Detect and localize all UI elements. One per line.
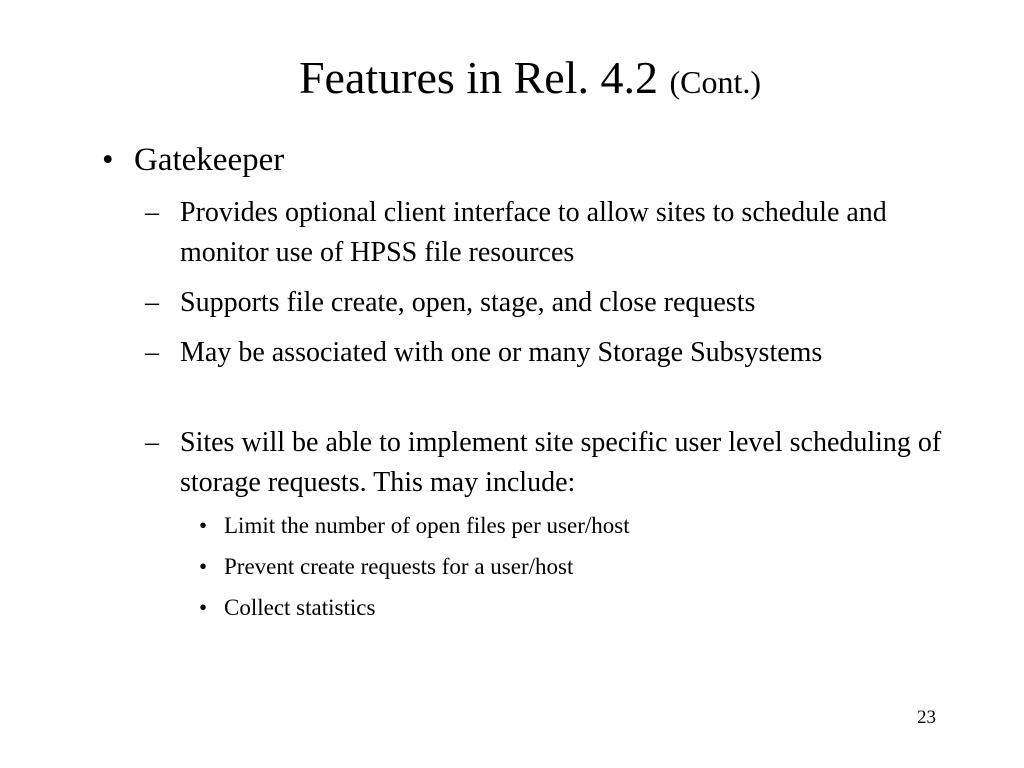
bullet-glyph: • (199, 554, 208, 579)
nested-item-text: Limit the number of open files per user/host (224, 513, 630, 538)
sub-item-text: May be associated with one or many Storage Subsystems (180, 337, 823, 368)
nested-item-text: Collect statistics (224, 595, 376, 620)
sub-item-text: Sites will be able to implement site specific user level scheduling of storage requests. This may include: (180, 427, 942, 498)
bullet-glyph: • (102, 142, 114, 178)
sub-item-text: Provides optional client interface to allow sites to schedule and monitor use of HPSS file resources (180, 197, 887, 268)
dash-glyph: – (145, 197, 159, 228)
nested-item-text: Prevent create requests for a user/host (224, 554, 574, 579)
dash-glyph: – (145, 337, 159, 368)
slide-title (0, 48, 1024, 112)
sub-item (145, 193, 945, 273)
sub-item (145, 423, 945, 503)
title-text: Features in Rel. 4.2 (298, 52, 658, 103)
dash-glyph: – (145, 287, 159, 318)
bullet-glyph: • (199, 595, 208, 620)
page-number: 23 (917, 707, 936, 728)
title-suffix: (Cont.) (669, 64, 762, 100)
sub-item-text: Supports file create, open, stage, and close requests (180, 287, 756, 318)
dash-glyph: – (145, 427, 159, 458)
bullet-glyph: • (199, 513, 208, 538)
sub-item (145, 333, 945, 373)
sub-item (145, 283, 945, 323)
bullet-label: Gatekeeper (134, 142, 285, 178)
